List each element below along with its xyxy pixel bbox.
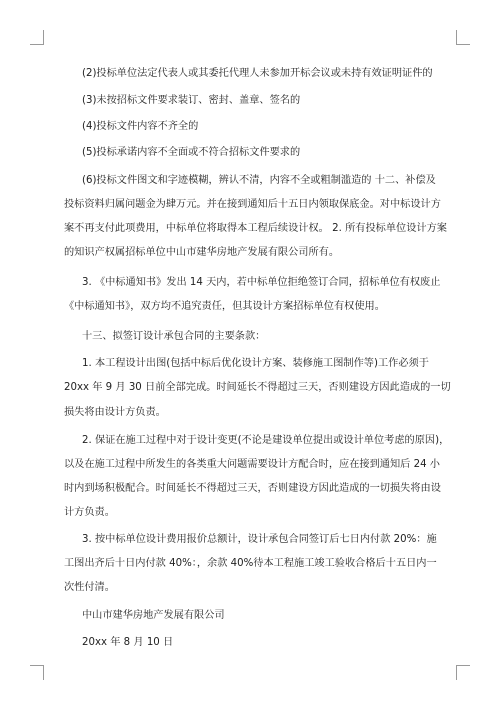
text-line: 工图出齐后十日内付款 40%：，余款 40%待本工程施工竣工验收合格后十五日内一 [64, 558, 437, 569]
text-line: (6)投标文件图文和字迹模糊，辨认不清，内容不全或粗制滥造的 十二、补偿及 [82, 175, 436, 186]
text-line: 次性付清。 [64, 582, 115, 593]
signature-company: 中山市建华房地产发展有限公司 [82, 610, 225, 621]
text-line: 3. 按中标单位设计费用报价总额计，设计承包合同签订后七日内付款 20%：施 [82, 534, 437, 545]
crop-mark-bottom-right-v [456, 665, 457, 680]
text-line: 2. 保证在施工过程中对于设计变更(不论是建设单位提出或设计单位考虑的原因)， [82, 435, 450, 446]
text-line: 3. 《中标通知书》发出 14 天内，若中标单位拒绝签订合同，招标单位有权废止 [82, 277, 441, 288]
crop-mark-bottom-left-h [30, 665, 44, 666]
signature-date: 20xx 年 8 月 10 日 [82, 637, 174, 648]
text-line: 的知识产权属招标单位中山市建华房地产发展有限公司所有。 [64, 247, 340, 258]
crop-mark-top-right-h [456, 44, 470, 45]
text-line: 投标资料归属问题金为肆万元。并在接到通知后十五日内领取保底金。对中标设计方 [64, 199, 441, 210]
text-line: 以及在施工过程中所发生的各类重大问题需要设计方配合时，应在接到通知后 24 小 [64, 459, 440, 470]
crop-mark-top-left-h [30, 44, 44, 45]
text-line: 20xx 年 9 月 30 日前全部完成。时间延长不得超过三天，否则建设方因此造成的一切 [64, 382, 451, 393]
text-line: 计方负责。 [64, 507, 115, 518]
crop-mark-top-left-v [43, 30, 44, 45]
crop-mark-bottom-left-v [43, 665, 44, 680]
text-line: 《中标通知书》，双方均不追究责任，但其设计方案招标单位有权使用。 [64, 301, 385, 312]
text-line: (5)投标承诺内容不全面或不符合招标文件要求的 [82, 147, 301, 158]
text-line: 时内到场积极配合。时间延长不得超过三天，否则建设方因此造成的一切损失将由设 [64, 483, 441, 494]
text-line: (2)投标单位法定代表人或其委托代理人未参加开标会议或未持有效证明证件的 [82, 68, 433, 79]
text-line: (3)未按招标文件要求装订、密封、盖章、签名的 [82, 95, 301, 106]
text-line: 损失将由设计方负责。 [64, 407, 166, 418]
text-line: 1. 本工程设计出图(包括中标后优化设计方案、装修施工图制作等)工作必须于 [82, 358, 429, 369]
crop-mark-bottom-right-h [456, 665, 470, 666]
crop-mark-top-right-v [456, 30, 457, 45]
text-line: 案不再支付此项费用，中标单位将取得本工程后续设计权。 2. 所有投标单位设计方案 [64, 223, 447, 234]
text-line: (4)投标文件内容不齐全的 [82, 121, 199, 132]
section-heading: 十三、拟签订设计承包合同的主要条款： [82, 331, 266, 342]
